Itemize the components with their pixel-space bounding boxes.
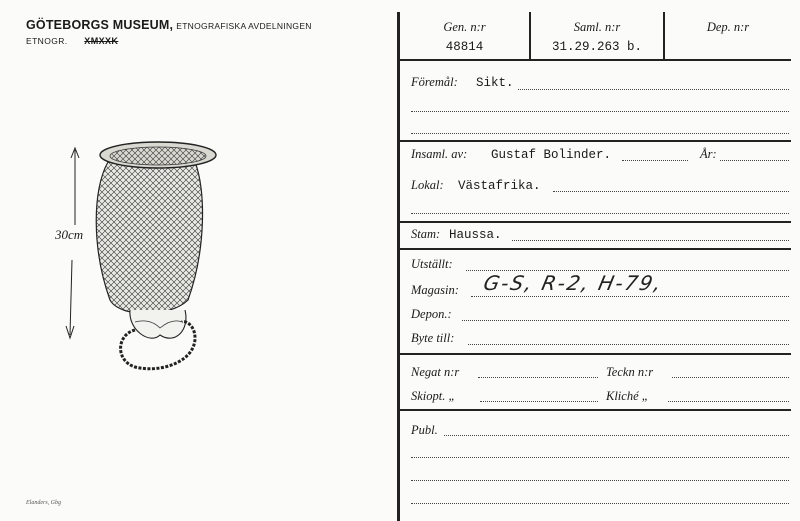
etnogr-line: [26, 36, 118, 46]
utstallt-label: Utställt:: [411, 257, 453, 271]
blank-line-2: [411, 133, 789, 134]
foremal-value: Sikt.: [476, 76, 514, 90]
measurement-label: 30cm: [55, 227, 84, 242]
kliche-line: [668, 401, 789, 402]
rule-1: [400, 140, 791, 142]
stam-line: [512, 240, 789, 241]
basket-drawing: [40, 130, 240, 380]
depon-line: [462, 320, 789, 321]
ar-label: År:: [700, 147, 717, 161]
publ-line: [444, 435, 789, 436]
gen-nr-value: 48814: [445, 40, 484, 54]
skiopt-line: [480, 401, 598, 402]
stam-value: Haussa.: [449, 228, 502, 242]
rule-4: [400, 353, 791, 355]
department-name: ETNOGRAFISKA AVDELNINGEN: [176, 21, 312, 31]
stam-label: Stam:: [411, 227, 441, 241]
blank-line-1: [411, 111, 789, 112]
byte-line: [468, 344, 789, 345]
header-bottom-rule: [400, 59, 791, 61]
negat-label: Negat n:r: [411, 365, 460, 379]
negat-line: [478, 377, 598, 378]
insaml-line: [622, 160, 688, 161]
blank-line-6: [411, 503, 789, 504]
blank-line-4: [411, 457, 789, 458]
lokal-value: Västafrika.: [458, 179, 541, 193]
saml-nr-label: Saml. n:r: [573, 20, 621, 34]
magasin-label: Magasin:: [411, 283, 459, 297]
dep-nr-label: Dep. n:r: [706, 20, 750, 34]
foremal-label: Föremål:: [411, 75, 458, 89]
insaml-label: Insaml. av:: [411, 147, 468, 161]
card-left-border: [397, 12, 400, 521]
rule-3: [400, 248, 791, 250]
skiopt-label: Skiopt. „: [411, 389, 456, 403]
rule-5: [400, 409, 791, 411]
publ-label: Publ.: [411, 423, 438, 437]
museum-name: GÖTEBORGS MUSEUM,: [26, 18, 174, 32]
rule-2: [400, 221, 791, 223]
magasin-line: [471, 296, 789, 297]
teckn-label: Teckn n:r: [606, 365, 654, 379]
blank-line-5: [411, 480, 789, 481]
magasin-value: G-S, R-2, H-79,: [481, 271, 666, 295]
teckn-line: [672, 377, 789, 378]
ar-line: [720, 160, 789, 161]
saml-nr-value: 31.29.263 b.: [551, 40, 642, 54]
byte-label: Byte till:: [411, 331, 455, 345]
lokal-label: Lokal:: [411, 178, 444, 192]
insaml-value: Gustaf Bolinder.: [491, 148, 612, 162]
foremal-line: [518, 89, 789, 90]
depon-label: Depon.:: [411, 307, 452, 321]
struck-text: XMXXK: [84, 36, 119, 46]
printer-mark: Elanders, Gbg: [26, 500, 61, 506]
etnogr-label: ETNOGR.: [26, 36, 68, 46]
museum-header: [26, 18, 312, 32]
lokal-line: [553, 191, 789, 192]
gen-nr-label: Gen. n:r: [443, 20, 486, 34]
kliche-label: Kliché „: [606, 389, 649, 403]
blank-line-3: [411, 213, 789, 214]
